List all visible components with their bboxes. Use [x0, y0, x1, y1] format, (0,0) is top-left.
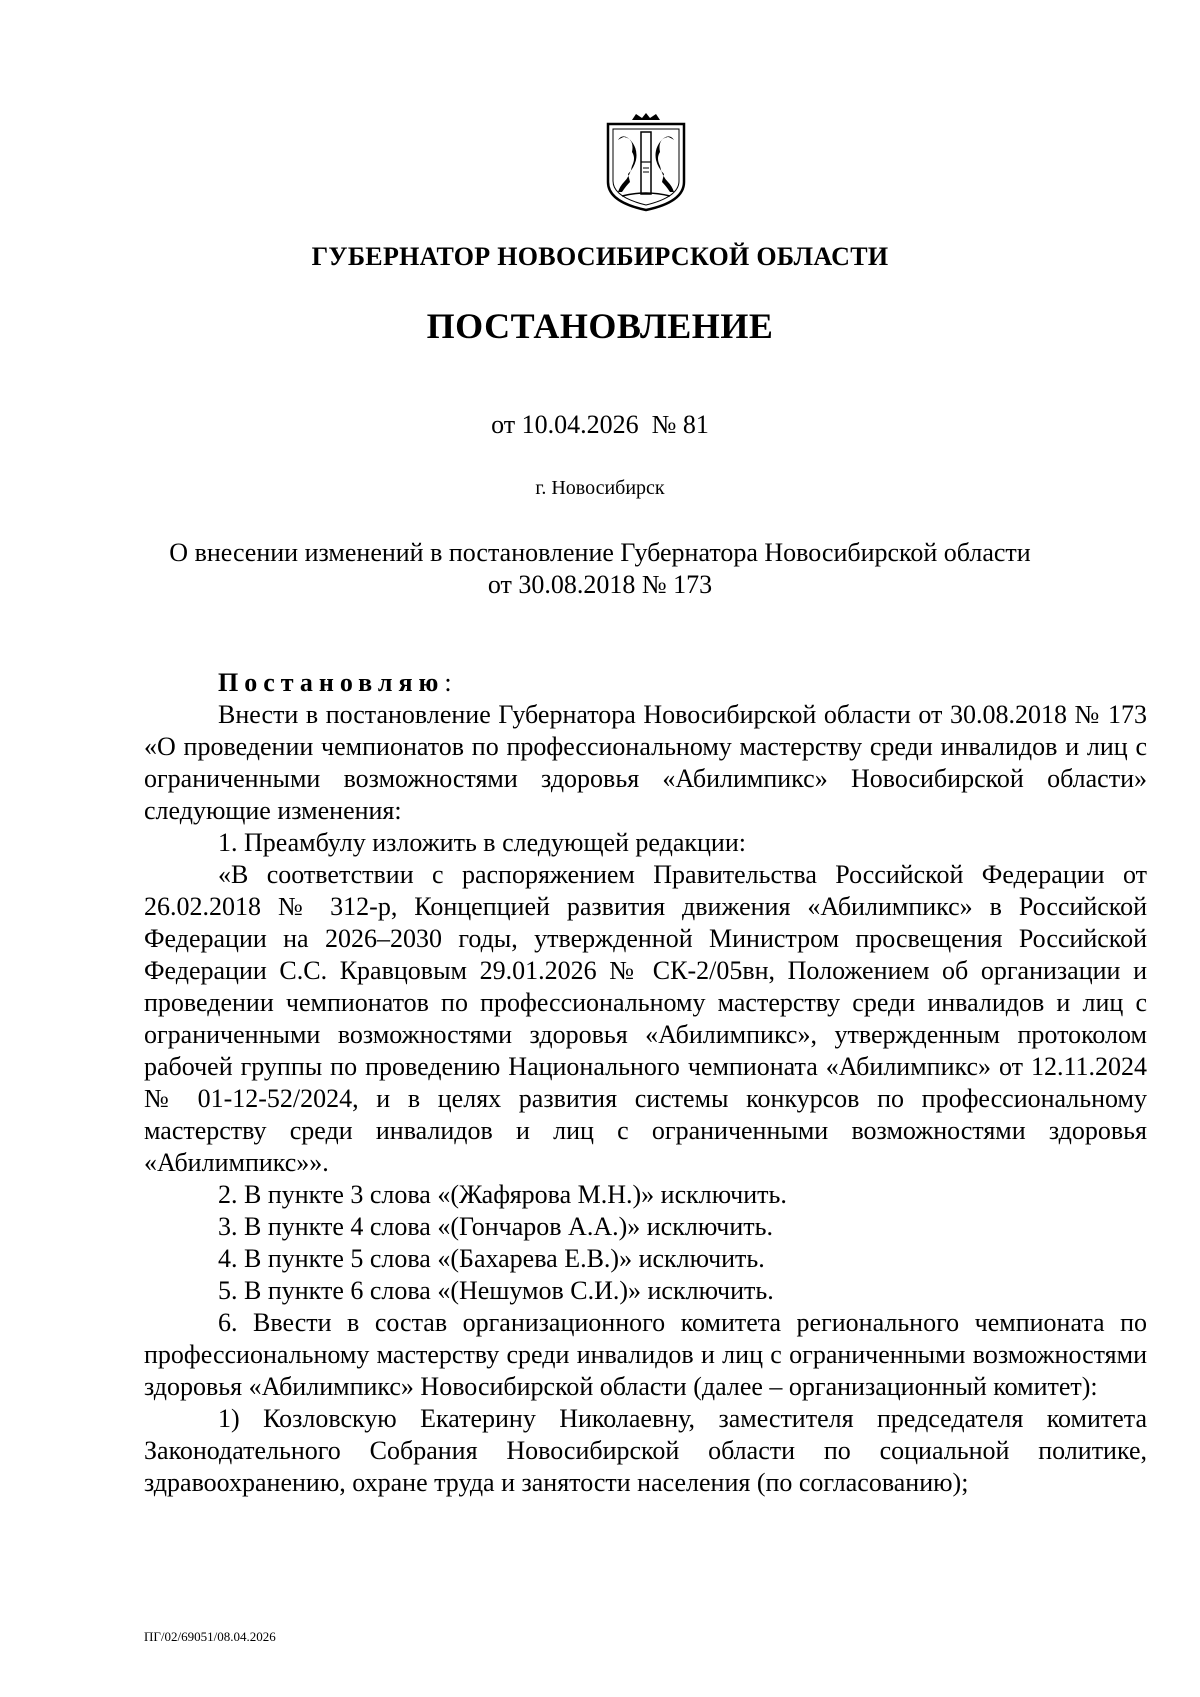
body-paragraph: 6. Ввести в состав организационного комитета регионального чемпионата по профессиональному мастерству среди инвалидов и лиц с ограниченными возможностями здоровья «Абилимпикс» Новосибирской области (далее – организационный комитет):	[144, 1308, 1147, 1401]
authority-title: ГУБЕРНАТОР НОВОСИБИРСКОЙ ОБЛАСТИ	[311, 242, 889, 271]
body-paragraph: 3. В пункте 4 слова «(Гончаров А.А.)» исключить.	[218, 1212, 773, 1241]
coat-of-arms-icon	[602, 112, 690, 212]
document-body	[144, 667, 1147, 1499]
body-paragraph: Внести в постановление Губернатора Новосибирской области от 30.08.2018 № 173 «О проведении чемпионатов по профессиональному мастерству среди инвалидов и лиц с ограниченными возможностями здоровья «Абилимпикс» Новосибирской области» следующие изменения:	[144, 700, 1147, 825]
body-paragraph: 1) Козловскую Екатерину Николаевну, заместителя председателя комитета Законодательного Собрания Новосибирской области по социальной политике, здравоохранению, охране труда и занятости населения (по согласованию);	[144, 1404, 1147, 1497]
document-type-title: ПОСТАНОВЛЕНИЕ	[426, 306, 774, 346]
document-subject	[0, 537, 1200, 601]
decree-word: Постановляю	[218, 668, 445, 697]
decree-colon: :	[444, 668, 452, 697]
decree-heading	[144, 667, 1147, 699]
footer-document-code: ПГ/02/69051/08.04.2026	[144, 1629, 276, 1644]
subject-line-2: от 30.08.2018 № 173	[487, 570, 713, 599]
subject-line-1: О внесении изменений в постановление Губернатора Новосибирской области	[169, 538, 1031, 567]
body-paragraph: 2. В пункте 3 слова «(Жафярова М.Н.)» исключить.	[218, 1180, 787, 1209]
date-and-number: от 10.04.2026 № 81	[491, 410, 709, 439]
city-name: г. Новосибирск	[535, 477, 665, 499]
body-paragraph: 1. Преамбулу изложить в следующей редакции:	[218, 828, 746, 857]
body-paragraph: 4. В пункте 5 слова «(Бахарева Е.В.)» исключить.	[218, 1244, 765, 1273]
body-paragraph: «В соответствии с распоряжением Правительства Российской Федерации от 26.02.2018 № 312-р, Концепцией развития движения «Абилимпикс» в Российской Федерации на 2026–2030 годы, утвержденной Министром просвещения Российской Федерации С.С. Кравцовым 29.01.2026 № СК-2/05вн, Положением об организации и проведении чемпионатов по профессиональному мастерству среди инвалидов и лиц с ограниченными возможностями здоровья «Абилимпикс», утвержденным протоколом рабочей группы по проведению Национального чемпионата «Абилимпикс» от 12.11.2024 № 01-12-52/2024, и в целях развития системы конкурсов по профессиональному мастерству среди инвалидов и лиц с ограниченными возможностями здоровья «Абилимпикс»».	[144, 860, 1147, 1177]
body-paragraph: 5. В пункте 6 слова «(Нешумов С.И.)» исключить.	[218, 1276, 774, 1305]
